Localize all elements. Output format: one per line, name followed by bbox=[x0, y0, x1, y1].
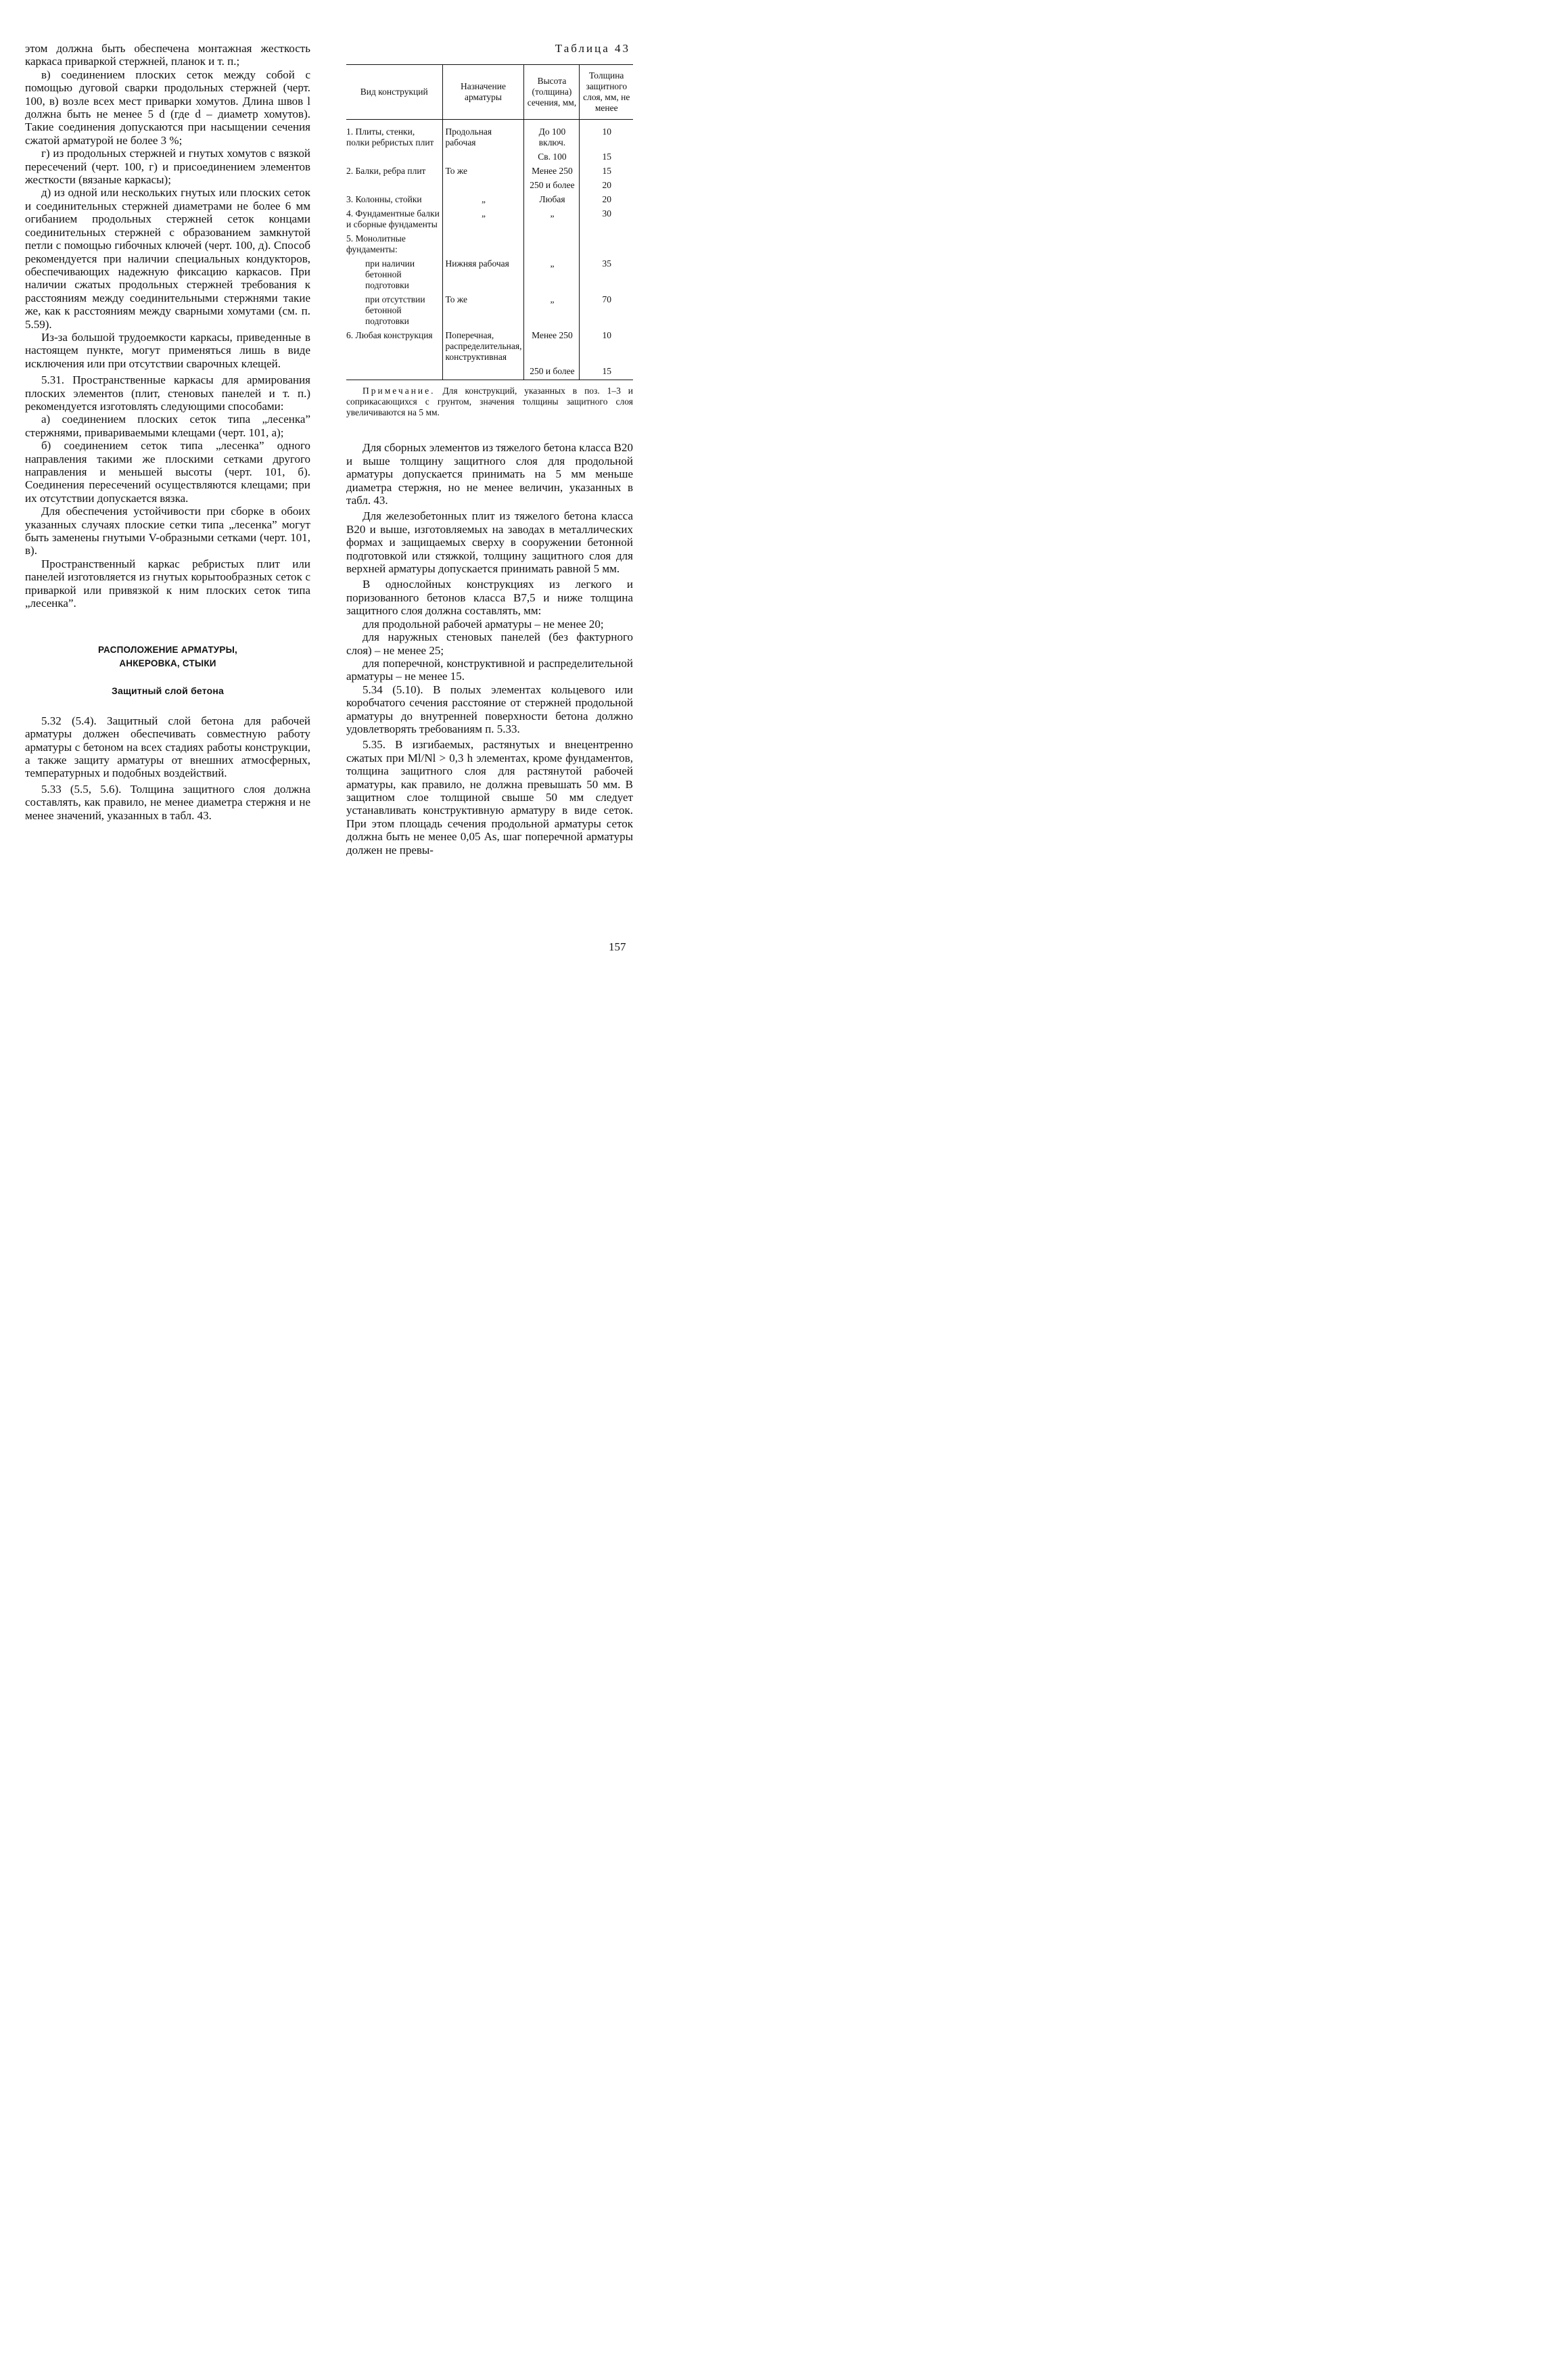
cell-type bbox=[346, 178, 442, 192]
table-43 bbox=[346, 64, 633, 380]
section-heading: РАСПОЛОЖЕНИЕ АРМАТУРЫ, bbox=[98, 645, 237, 656]
paragraph: Для обеспечения устойчивости при сборке в обоих указанных случаях плоские сетки типа „лесенка” могут быть заменены гнутыми V-образными сетками (черт. 101, в). bbox=[25, 505, 310, 557]
cell-thickness: 15 bbox=[580, 150, 633, 164]
cell-type: 4. Фундаментные балки и сборные фундаменты bbox=[346, 208, 440, 230]
cell-height: До 100 включ. bbox=[524, 120, 580, 150]
paragraph: для продольной рабочей арматуры – не менее 20; bbox=[362, 617, 604, 631]
cell-purpose bbox=[442, 364, 524, 380]
paragraph: а) соединением плоских сеток типа „лесенка” стержнями, привариваемыми клещами (черт. 101, а); bbox=[25, 413, 310, 439]
cell-height: 250 и более bbox=[524, 178, 580, 192]
table-title: Таблица 43 bbox=[555, 42, 630, 55]
paragraph: Из-за большой трудоемкости каркасы, приведенные в настоящем пункте, могут применяться лишь в виде исключения или при отсутствии сварочных клещей. bbox=[25, 330, 310, 370]
cell-height: Любая bbox=[524, 192, 580, 206]
cell-thickness: 15 bbox=[580, 164, 633, 178]
paragraph: 5.33 (5.5, 5.6). Толщина защитного слоя должна составлять, как правило, не менее диаметра стержня и не менее значений, указанных в табл. 43. bbox=[25, 782, 310, 822]
page-number: 157 bbox=[609, 940, 626, 953]
paragraph: этом должна быть обеспечена монтажная жесткость каркаса приваркой стержней, планок и т. п.; bbox=[25, 42, 310, 68]
cell-purpose bbox=[442, 231, 524, 256]
cell-thickness: 10 bbox=[580, 328, 633, 364]
cell-height: „ bbox=[524, 256, 580, 292]
cell-type: при отсутствии бетонной подготовки bbox=[365, 294, 425, 327]
table-row bbox=[346, 292, 633, 328]
cell-purpose: Поперечная, распределительная, конструктивная bbox=[442, 328, 524, 364]
cell-type: 6. Любая конструкция bbox=[346, 330, 433, 341]
table-note bbox=[346, 386, 633, 418]
paragraph: г) из продольных стержней и гнутых хомутов с вязкой пересечений (черт. 100, г) и присоединением элементов жесткости (вязаные каркасы); bbox=[25, 147, 310, 187]
cell-height bbox=[524, 231, 580, 256]
cell-purpose: „ bbox=[442, 206, 524, 231]
cell-thickness: 10 bbox=[580, 120, 633, 150]
table-row bbox=[346, 256, 633, 292]
cell-purpose: То же bbox=[442, 292, 524, 328]
column-header: Толщина защитного слоя, мм, не менее bbox=[580, 65, 633, 120]
cell-height: 250 и более bbox=[524, 364, 580, 380]
cell-thickness: 15 bbox=[580, 364, 633, 380]
cell-thickness: 70 bbox=[580, 292, 633, 328]
cell-purpose bbox=[442, 178, 524, 192]
table-row bbox=[346, 206, 633, 231]
cell-height: Менее 250 bbox=[524, 164, 580, 178]
paragraph: Для сборных элементов из тяжелого бетона класса В20 и выше толщину защитного слоя для продольной арматуры допускается принимать на 5 мм меньше диаметра стержня, но не менее величин, указанных в табл. 43. bbox=[346, 441, 633, 507]
paragraph: для поперечной, конструктивной и распределительной арматуры – не менее 15. bbox=[346, 656, 633, 683]
table-row bbox=[346, 364, 633, 380]
paragraph: Для железобетонных плит из тяжелого бетона класса В20 и выше, изготовляемых на заводах в металлических формах и защищаемых сверху в сооружении бетонной подготовкой или стяжкой, толщину защитного слоя для верхней арматуры допускается принимать равной 5 мм. bbox=[346, 509, 633, 576]
cell-thickness: 35 bbox=[580, 256, 633, 292]
note-label: Примечание. bbox=[362, 386, 436, 396]
cell-purpose: „ bbox=[442, 192, 524, 206]
cell-type: при наличии бетонной подготовки bbox=[365, 258, 415, 291]
paragraph: 5.32 (5.4). Защитный слой бетона для рабочей арматуры должен обеспечивать совместную работу арматуры с бетоном на всех стадиях работы конструкции, а также защиту арматуры от внешних атмосферных, температурных и подобных воздействий. bbox=[25, 714, 310, 780]
paragraph: В однослойных конструкциях из легкого и поризованного бетонов класса В7,5 и ниже толщина защитного слоя должна составлять, мм: bbox=[346, 578, 633, 618]
cell-thickness: 30 bbox=[580, 206, 633, 231]
paragraph: 5.35. В изгибаемых, растянутых и внецентренно сжатых при Ml/Nl > 0,3 h элементах, кроме фундаментов, толщина защитного слоя для растянутой рабочей арматуры, как правило, не должна превышать 50 мм. В защитном слое толщиной свыше 50 мм следует устанавливать конструктивную арматуру в виде сеток. При этом площадь сечения продольной арматуры сеток должна быть не менее 0,05 As, шаг поперечной арматуры должен не превы- bbox=[346, 738, 633, 856]
note-text: Для конструкций, указанных в поз. 1–3 и соприкасающихся с грунтом, значения толщины защитного слоя увеличиваются на 5 мм. bbox=[346, 386, 634, 418]
paragraph: 5.31. Пространственные каркасы для армирования плоских элементов (плит, стеновых панелей и т. п.) рекомендуется изготовлять следующими способами: bbox=[25, 373, 310, 413]
table-row bbox=[346, 120, 633, 150]
paragraph: 5.34 (5.10). В полых элементах кольцевого или коробчатого сечения расстояние от стержней продольной арматуры до внутренней поверхности бетона должно удовлетворять требованиям п. 5.33. bbox=[346, 683, 633, 735]
table-row bbox=[346, 178, 633, 192]
cell-thickness: 20 bbox=[580, 192, 633, 206]
cell-type: 1. Плиты, стенки, полки ребристых плит bbox=[346, 127, 434, 148]
paragraph: в) соединением плоских сеток между собой с помощью дуговой сварки продольных стержней (черт. 100, в) возле всех мест приварки хомутов. Длина швов l должна быть не менее 5 d (где d – диаметр хомутов). Такие соединения допускаются при насыщении сечения сжатой арматурой не более 3 %; bbox=[25, 68, 310, 147]
cell-thickness: 20 bbox=[580, 178, 633, 192]
cell-type bbox=[346, 150, 442, 164]
cell-purpose: То же bbox=[442, 164, 524, 178]
cell-type: 5. Монолитные фундаменты: bbox=[346, 233, 406, 255]
paragraph: Пространственный каркас ребристых плит или панелей изготовляется из гнутых корытообразных сеток с приваркой или привязкой к ним плоских сеток типа „лесенка”. bbox=[25, 557, 310, 610]
cell-purpose bbox=[442, 150, 524, 164]
paragraph: для наружных стеновых панелей (без фактурного слоя) – не менее 25; bbox=[346, 631, 633, 657]
cell-height: Св. 100 bbox=[524, 150, 580, 164]
cell-purpose: Нижняя рабочая bbox=[442, 256, 524, 292]
cell-height: „ bbox=[524, 206, 580, 231]
paragraph: д) из одной или нескольких гнутых или плоских сеток и соединительных стержней диаметрами не более 6 мм огибанием продольных стержней сеток концами соединительных стержней с образованием замкнутой петли с помощью гибочных ключей (черт. 100, д). Способ рекомендуется при наличии специальных кондукторов, обеспечивающих надежную фиксацию каркасов. При наличии сжатых продольных стержней требования к расстояниям между соединительными стержнями такие же, как к расстояниям между сварными хомутами (см. п. 5.59). bbox=[25, 186, 310, 331]
cell-thickness bbox=[580, 231, 633, 256]
cell-type: 3. Колонны, стойки bbox=[346, 194, 422, 205]
table-row bbox=[346, 164, 633, 178]
cell-purpose: Продольная рабочая bbox=[442, 120, 524, 150]
right-column bbox=[346, 42, 633, 856]
cell-height: Менее 250 bbox=[524, 328, 580, 364]
cell-type: 2. Балки, ребра плит bbox=[346, 166, 426, 177]
cell-height: „ bbox=[524, 292, 580, 328]
table-row bbox=[346, 192, 633, 206]
column-header: Назначение арматуры bbox=[442, 65, 524, 120]
column-header: Вид конструкций bbox=[346, 65, 442, 120]
cell-type bbox=[346, 364, 442, 380]
section-heading: АНКЕРОВКА, СТЫКИ bbox=[119, 658, 216, 668]
table-row bbox=[346, 150, 633, 164]
table-row bbox=[346, 328, 633, 364]
column-header: Высота (толщина) сечения, мм, bbox=[524, 65, 580, 120]
paragraph: б) соединением сеток типа „лесенка” одного направления такими же плоскими сетками другого направления и меньшей высоты (черт. 101, б). Соединения пересечений осуществляются клещами; при их отсутствии допускается вязка. bbox=[25, 439, 310, 505]
left-column bbox=[25, 42, 310, 822]
table-row bbox=[346, 231, 633, 256]
subsection-heading: Защитный слой бетона bbox=[112, 685, 224, 697]
